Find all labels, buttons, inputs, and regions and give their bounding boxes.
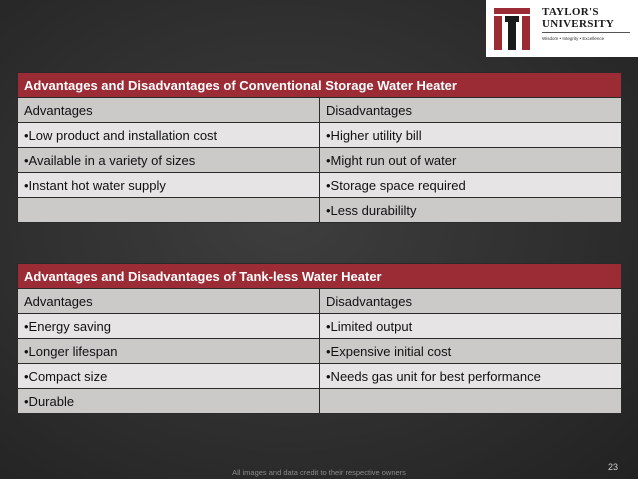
advantage-cell: •Instant hot water supply <box>18 173 320 198</box>
disadvantage-cell: •Expensive initial cost <box>320 339 622 364</box>
table-row <box>18 389 622 414</box>
logo-divider <box>542 32 630 33</box>
column-header-disadvantages: Disadvantages <box>320 98 622 123</box>
table-title: Advantages and Disadvantages of Tank-less Water Heater <box>18 264 622 289</box>
column-header-advantages: Advantages <box>18 289 320 314</box>
disadvantage-cell: •Less durabililty <box>320 198 622 223</box>
tankless-heater-table <box>17 263 622 414</box>
conventional-heater-table <box>17 72 622 223</box>
table-row <box>18 314 622 339</box>
table-title: Advantages and Disadvantages of Conventional Storage Water Heater <box>18 73 622 98</box>
table-row <box>18 364 622 389</box>
disadvantage-cell: •Storage space required <box>320 173 622 198</box>
taylors-emblem-icon <box>494 6 530 50</box>
footer-credit: All images and data credit to their respective owners <box>232 468 406 477</box>
logo-title <box>542 6 632 30</box>
table-row <box>18 173 622 198</box>
logo-title-line2: UNIVERSITY <box>542 18 615 30</box>
table-row <box>18 198 622 223</box>
disadvantage-cell <box>320 389 622 414</box>
table-row <box>18 339 622 364</box>
advantage-cell: •Low product and installation cost <box>18 123 320 148</box>
disadvantage-cell: •Might run out of water <box>320 148 622 173</box>
advantage-cell: •Longer lifespan <box>18 339 320 364</box>
university-logo <box>486 0 638 57</box>
table-header-row <box>18 289 622 314</box>
table-row <box>18 123 622 148</box>
column-header-advantages: Advantages <box>18 98 320 123</box>
table-row <box>18 148 622 173</box>
disadvantage-cell: •Limited output <box>320 314 622 339</box>
advantage-cell: •Durable <box>18 389 320 414</box>
logo-tagline: Wisdom • Integrity • Excellence <box>542 36 605 41</box>
advantage-cell <box>18 198 320 223</box>
advantage-cell: •Compact size <box>18 364 320 389</box>
disadvantage-cell: •Needs gas unit for best performance <box>320 364 622 389</box>
disadvantage-cell: •Higher utility bill <box>320 123 622 148</box>
advantage-cell: •Available in a variety of sizes <box>18 148 320 173</box>
table-header-row <box>18 98 622 123</box>
logo-title-line1: TAYLOR'S <box>542 6 599 18</box>
advantage-cell: •Energy saving <box>18 314 320 339</box>
column-header-disadvantages: Disadvantages <box>320 289 622 314</box>
page-number: 23 <box>608 462 619 472</box>
